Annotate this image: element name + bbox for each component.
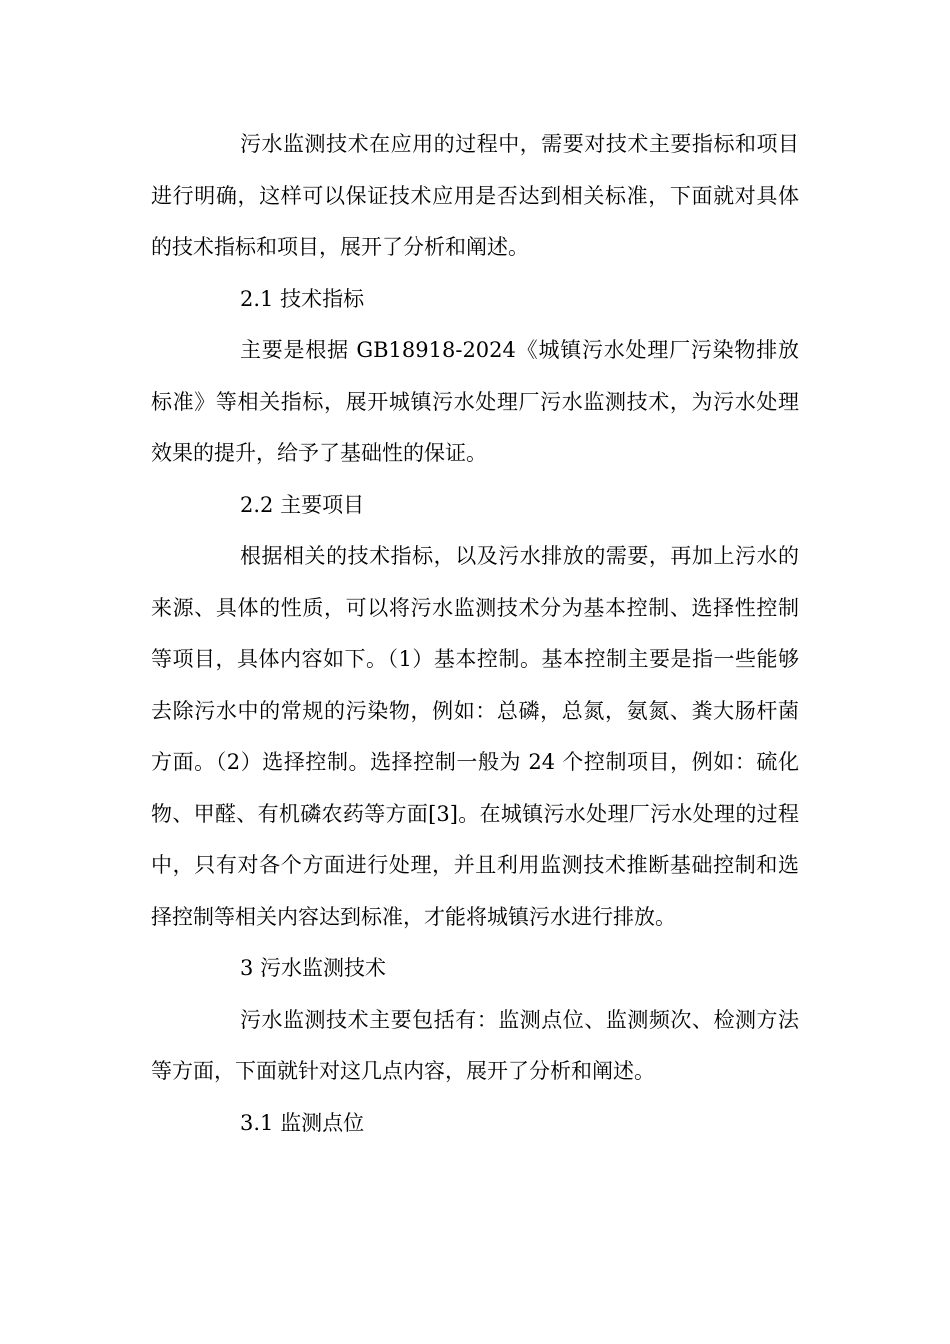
paragraph-main-items: 根据相关的技术指标，以及污水排放的需要，再加上污水的来源、具体的性质，可以将污水监测技术分为基本控制、选择性控制等项目，具体内容如下。（1）基本控制。基本控制主要是指一些能够去除污水中的常规的污染物，例如：总磷，总氮，氨氮、粪大肠杆菌方面。（2）选择控制。选择控制一般为 24 个控制项目，例如：硫化物、甲醛、有机磷农药等方面[3]。在城镇污水处理厂污水处理的过程中，只有对各个方面进行处理，并且利用监测技术推断基础控制和选择控制等相关内容达到标准，才能将城镇污水进行排放。 bbox=[151, 544, 799, 929]
section-heading-3-1: 3.1 监测点位 bbox=[240, 1110, 365, 1135]
section-heading-2-1: 2.1 技术指标 bbox=[240, 286, 365, 311]
paragraph-monitoring-technology: 污水监测技术主要包括有：监测点位、监测频次、检测方法等方面，下面就针对这几点内容，展开了分析和阐述。 bbox=[151, 1007, 799, 1083]
paragraph-intro: 污水监测技术在应用的过程中，需要对技术主要指标和项目进行明确，这样可以保证技术应用是否达到相关标准，下面就对具体的技术指标和项目，展开了分析和阐述。 bbox=[151, 132, 799, 259]
section-heading-2-2: 2.2 主要项目 bbox=[240, 492, 365, 517]
document-body bbox=[151, 119, 799, 1149]
section-heading-3: 3 污水监测技术 bbox=[240, 956, 387, 980]
paragraph-technical-indicators: 主要是根据 GB18918-2024《城镇污水处理厂污染物排放标准》等相关指标，展开城镇污水处理厂污水监测技术，为污水处理效果的提升，给予了基础性的保证。 bbox=[151, 338, 799, 465]
